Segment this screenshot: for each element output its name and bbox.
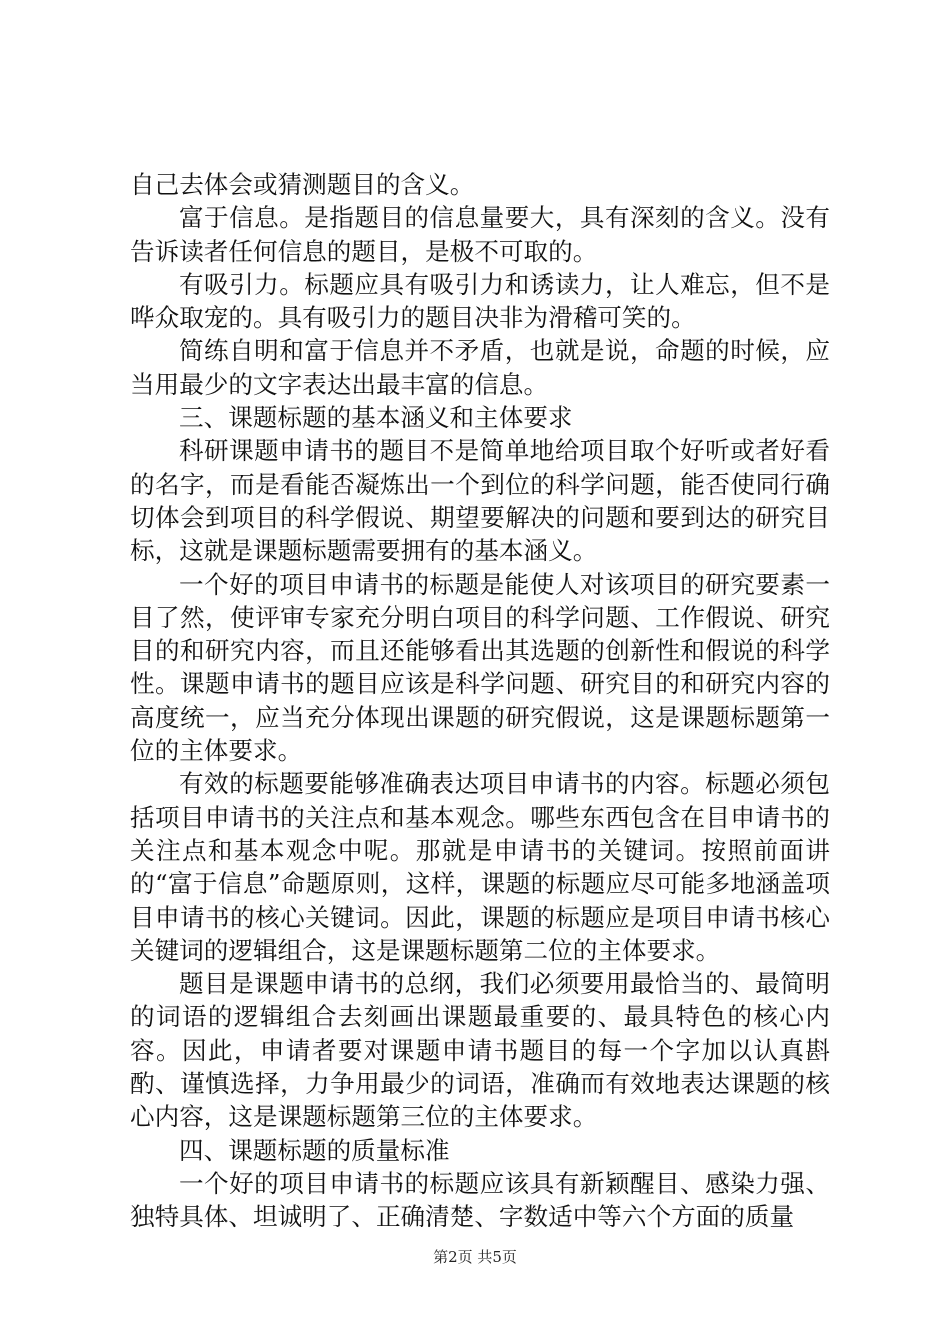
page-number-footer: 第2页 共5页 (433, 1248, 517, 1266)
body-paragraph: 科研课题申请书的题目不是简单地给项目取个好听或者好看的名字，而是看能否凝炼出一个到位的科学问题，能否使同行确切体会到项目的科学假说、期望要解决的问题和要到达的研究目标，这就是课题标题需要拥有的基本涵义。 (130, 436, 830, 566)
body-paragraph: 有吸引力。标题应具有吸引力和诱读力，让人难忘，但不是哗众取宠的。具有吸引力的题目决非为滑稽可笑的。 (130, 269, 830, 333)
body-paragraph: 题目是课题申请书的总纲，我们必须要用最恰当的、最简明的词语的逻辑组合去刻画出课题最重要的、最具特色的核心内容。因此，申请者要对课题申请书题目的每一个字加以认真斟酌、谨慎选择，力争用最少的词语，准确而有效地表达课题的核心内容，这是课题标题第三位的主体要求。 (130, 969, 830, 1132)
section-heading: 四、课题标题的质量标准 (179, 1135, 450, 1165)
body-paragraph: 富于信息。是指题目的信息量要大，具有深刻的含义。没有告诉读者任何信息的题目，是极不可取的。 (130, 203, 830, 266)
continuation-paragraph: 自己去体会或猜测题目的含义。 (130, 170, 475, 199)
body-paragraph: 一个好的项目申请书的标题是能使人对该项目的研究要素一目了然，使评审专家充分明白项目的科学问题、工作假说、研究目的和研究内容，而且还能够看出其选题的创新性和假说的科学性。课题申请书的题目应该是科学问题、研究目的和研究内容的高度统一，应当充分体现出课题的研究假说，这是课题标题第一位的主体要求。 (130, 569, 830, 766)
document-body (130, 168, 830, 1234)
body-paragraph: 有效的标题要能够准确表达项目申请书的内容。标题必须包括项目申请书的关注点和基本观念。哪些东西包含在目申请书的关注点和基本观念中呢。那就是申请书的关键词。按照前面讲的“富于信息”命题原则，这样，课题的标题应尽可能多地涵盖项目申请书的核心关键词。因此，课题的标题应是项目申请书核心关键词的逻辑组合，这是课题标题第二位的主体要求。 (130, 769, 830, 965)
body-paragraph: 简练自明和富于信息并不矛盾，也就是说，命题的时候，应当用最少的文字表达出最丰富的信息。 (130, 336, 830, 399)
section-heading: 三、课题标题的基本涵义和主体要求 (179, 403, 573, 433)
body-paragraph: 一个好的项目申请书的标题应该具有新颖醒目、感染力强、独特具体、坦诚明了、正确清楚、字数适中等六个方面的质量 (130, 1168, 830, 1232)
